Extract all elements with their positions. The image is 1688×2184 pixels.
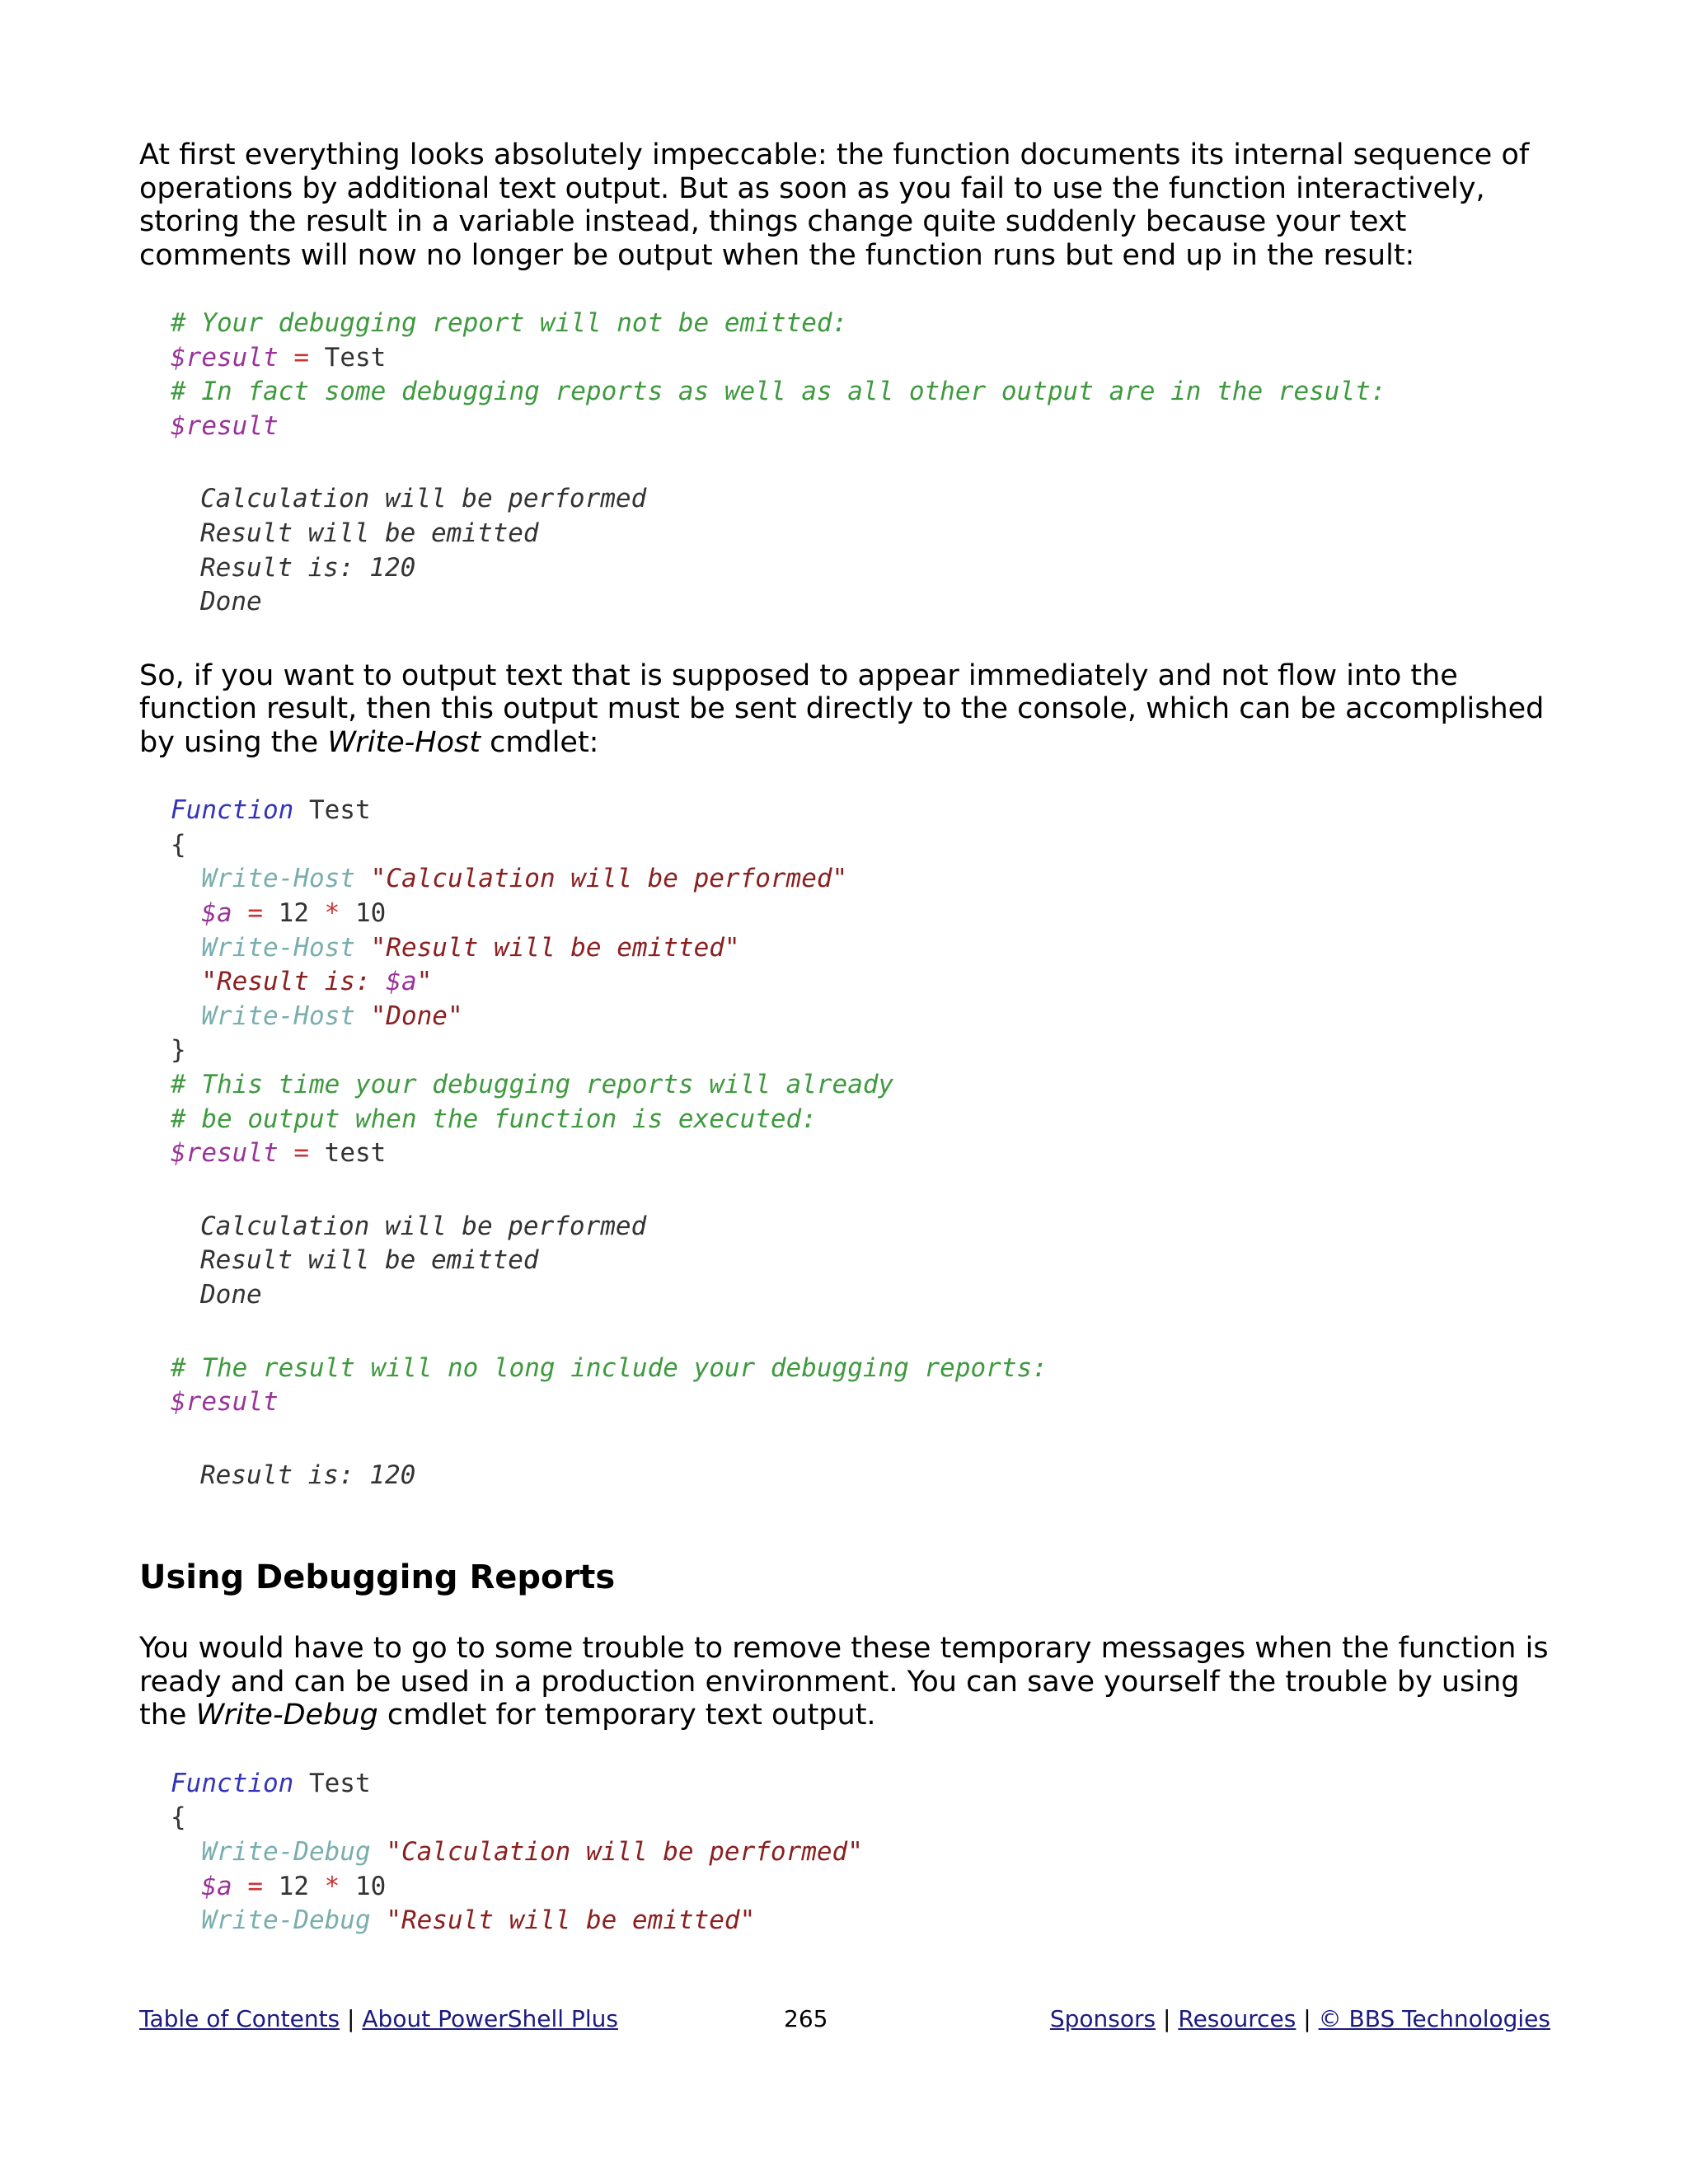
- code-function-name: Test: [308, 1768, 371, 1798]
- code-comment: # This time your debugging reports will already: [171, 1070, 894, 1099]
- code-brace: }: [171, 1035, 186, 1066]
- code-keyword: Function: [171, 1768, 294, 1798]
- code-comment: # The result will no long include your debugging reports:: [171, 1352, 1048, 1383]
- code-variable: $a: [201, 898, 232, 929]
- output-line: Calculation will be performed: [200, 1211, 647, 1241]
- code-string: "Result will be emitted": [386, 1905, 756, 1936]
- page-content: [139, 138, 1550, 1938]
- output-line: Result is: 120: [200, 1460, 416, 1490]
- resources-link[interactable]: Resources: [1178, 2005, 1296, 2032]
- sponsors-link[interactable]: Sponsors: [1049, 2005, 1156, 2032]
- output-block-1: [139, 482, 1550, 619]
- code-block-3: [139, 1352, 1550, 1420]
- code-number: 10: [355, 1871, 387, 1901]
- paragraph-text: You would have to go to some trouble to remove these temporary messages when the function is ready and can be used in a production environment. You can save yourself the trouble by using the: [139, 1632, 1549, 1732]
- code-string: "Calculation will be performed": [370, 864, 848, 894]
- code-string: "Done": [370, 1001, 463, 1031]
- output-line: Result will be emitted: [200, 1245, 539, 1276]
- code-comment: # In fact some debugging reports as well as all other output are in the result:: [171, 377, 1386, 407]
- paragraph-text: So, if you want to output text that is supposed to appear immediately and not flow into the function result, then this output must be sent directly to the console, which can be accomplished by using the: [139, 658, 1545, 759]
- code-number: 12: [278, 898, 309, 929]
- code-variable: $a: [386, 967, 417, 997]
- paragraph-write-debug: [139, 1632, 1550, 1732]
- code-block-1: [139, 307, 1550, 443]
- code-cmdlet: Write-Host: [201, 1001, 355, 1031]
- footer-left-links: [139, 2003, 618, 2036]
- code-string: "Result will be emitted": [370, 932, 740, 963]
- code-keyword: Function: [171, 795, 294, 826]
- paragraph-text: cmdlet for temporary text output.: [387, 1699, 876, 1732]
- code-variable: $result: [171, 1138, 279, 1169]
- footer-separator: |: [347, 2005, 355, 2032]
- footer-separator: |: [1303, 2005, 1311, 2032]
- code-operator: =: [247, 1871, 263, 1901]
- code-operator: =: [293, 342, 309, 373]
- cmdlet-name: Write-Host: [327, 725, 481, 759]
- code-value: test: [324, 1138, 387, 1169]
- code-string: "Result is:: [201, 967, 387, 997]
- code-comment: # be output when the function is executed:: [171, 1104, 817, 1134]
- output-line: Result is: 120: [200, 552, 416, 583]
- section-heading: Using Debugging Reports: [139, 1558, 616, 1597]
- code-cmdlet: Write-Debug: [201, 1837, 371, 1868]
- code-variable: $a: [201, 1871, 232, 1901]
- intro-paragraph: At first everything looks absolutely impeccable: the function documents its internal sequence of operations by additional text output. But as soon as you fail to use the function interactively, storing the result in a variable instead, things change quite suddenly because your text comments will now no longer be output when the function runs but end up in the result:: [139, 138, 1530, 272]
- page-number: 265: [784, 2005, 828, 2032]
- paragraph-write-host: [139, 659, 1550, 760]
- code-cmdlet: Write-Debug: [201, 1905, 371, 1936]
- output-line: Result will be emitted: [200, 518, 539, 548]
- page-footer: [139, 2003, 1550, 2036]
- code-value: Test: [324, 342, 387, 373]
- code-function-name: Test: [308, 795, 371, 826]
- output-line: Calculation will be performed: [200, 484, 647, 514]
- output-block-2: [139, 1210, 1550, 1313]
- code-block-2: [139, 794, 1550, 1171]
- paragraph-text: cmdlet:: [490, 725, 599, 759]
- output-block-3: [139, 1459, 1550, 1493]
- code-cmdlet: Write-Host: [201, 864, 355, 894]
- code-variable: $result: [171, 342, 279, 373]
- code-variable: $result: [171, 1387, 279, 1418]
- code-string: ": [416, 967, 433, 997]
- output-line: Done: [200, 587, 262, 617]
- code-comment: # Your debugging report will not be emitted:: [171, 308, 848, 338]
- code-operator: *: [324, 1871, 340, 1901]
- table-of-contents-link[interactable]: Table of Contents: [139, 2005, 340, 2032]
- code-brace: {: [171, 1802, 186, 1833]
- cmdlet-name: Write-Debug: [195, 1699, 378, 1732]
- code-block-4: [139, 1767, 1550, 1938]
- code-operator: =: [293, 1138, 309, 1169]
- code-number: 10: [355, 898, 387, 929]
- about-powershell-plus-link[interactable]: About PowerShell Plus: [362, 2005, 618, 2032]
- code-operator: *: [324, 898, 340, 929]
- code-operator: =: [247, 898, 263, 929]
- code-cmdlet: Write-Host: [201, 932, 355, 963]
- code-variable: $result: [171, 410, 279, 441]
- footer-right-links: [1050, 2003, 1550, 2036]
- code-number: 12: [278, 1871, 309, 1901]
- code-string: "Calculation will be performed": [386, 1837, 863, 1868]
- bbs-technologies-link[interactable]: © BBS Technologies: [1318, 2005, 1550, 2032]
- output-line: Done: [200, 1279, 262, 1310]
- footer-separator: |: [1163, 2005, 1171, 2032]
- code-brace: {: [171, 829, 186, 860]
